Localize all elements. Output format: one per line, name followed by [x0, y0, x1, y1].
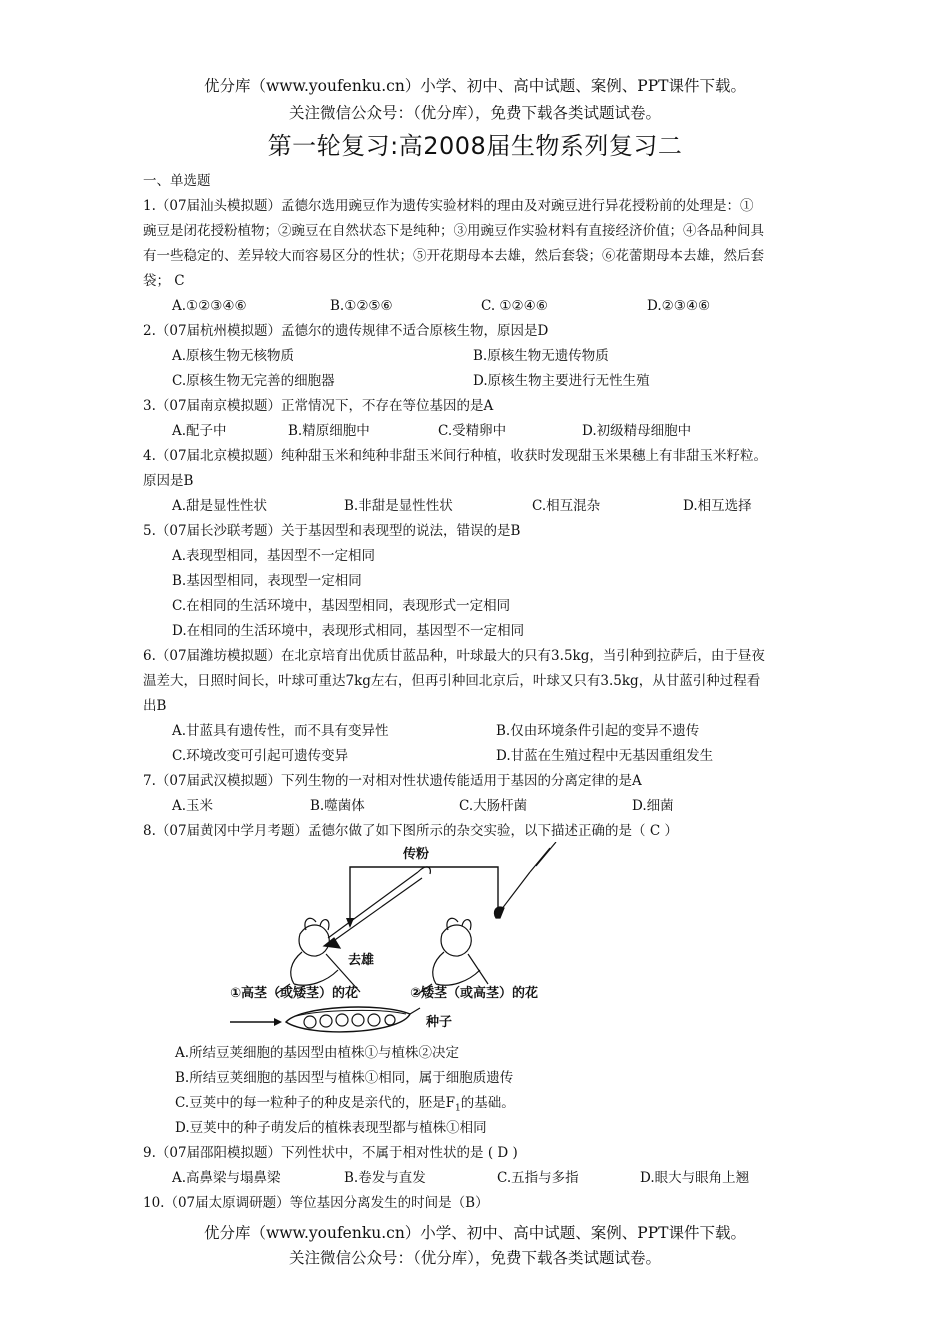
question-5-option-c: C.在相同的生活环境中，基因型相同，表现形式一定相同 [172, 598, 511, 614]
question-6-option-c: C.环境改变可引起可遗传变异 [172, 748, 349, 764]
question-1-line-2: 豌豆是闭花授粉植物；②豌豆在自然状态下是纯种；③用豌豆作实验材料有直接经济价值；④各品种间具 [143, 223, 764, 239]
header-line-1: 优分库（www.youfenku.cn）小学、初中、高中试题、案例、PPT课件下载。 [203, 77, 747, 95]
question-9-option-b: B.卷发与直发 [344, 1170, 426, 1186]
question-9-option-a: A.高鼻梁与塌鼻梁 [172, 1170, 281, 1186]
question-1-line-3: 有一些稳定的、差异较大而容易区分的性状；⑤开花期母本去雄，然后套袋；⑥花蕾期母本去雄，然后套 [143, 248, 764, 264]
question-7-option-d: D.细菌 [632, 798, 674, 814]
question-2-option-b: B.原核生物无遗传物质 [473, 348, 609, 364]
question-8-option-c-text: C.豆荚中的每一粒种子的种皮是亲代的，胚是F [175, 1095, 456, 1111]
flower-2-drawing [418, 842, 556, 994]
question-7-option-c: C.大肠杆菌 [459, 798, 528, 814]
figure-label-flower-2: ②矮茎（或高茎）的花 [410, 986, 539, 1001]
question-1-line-4: 袋； C [143, 273, 185, 289]
question-8-option-c [175, 1094, 515, 1118]
question-4-option-b: B.非甜是显性性状 [344, 498, 453, 514]
question-4-line-1: 4.（07届北京模拟题）纯种甜玉米和纯种非甜玉米间行种植，收获时发现甜玉米果穗上有非甜玉米籽粒。 [143, 448, 768, 464]
question-2-option-d: D.原核生物主要进行无性生殖 [473, 373, 650, 389]
figure-label-emasculate: 去雄 [348, 953, 375, 968]
page-title: 第一轮复习:高2008届生物系列复习二 [267, 132, 683, 160]
question-3-option-a: A.配子中 [172, 423, 227, 439]
question-3-option-c: C.受精卵中 [438, 423, 507, 439]
pea-cross-figure [230, 842, 570, 1038]
question-3-option-d: D.初级精母细胞中 [582, 423, 692, 439]
figure-label-flower-1: ①高茎（或矮茎）的花 [230, 986, 359, 1001]
figure-label-seed: 种子 [426, 1015, 453, 1030]
question-2-option-a: A.原核生物无核物质 [172, 348, 295, 364]
question-6-option-a: A.甘蓝具有遗传性，而不具有变异性 [172, 723, 389, 739]
question-8-option-c-tail: 的基础。 [460, 1095, 515, 1111]
question-7-line-1: 7.（07届武汉模拟题）下列生物的一对相对性状遗传能适用于基因的分离定律的是A [143, 773, 642, 789]
question-4-option-d: D.相互选择 [683, 498, 752, 514]
question-1-option-d: D.②③④⑥ [647, 298, 711, 314]
question-8-option-a: A.所结豆荚细胞的基因型由植株①与植株②决定 [175, 1045, 460, 1061]
question-6-line-2: 温差大，日照时间长，叶球可重达7kg左右，但再引种回北京后，叶球又只有3.5kg，从甘蓝引种过程看 [143, 673, 761, 689]
question-6-line-3: 出B [143, 698, 167, 714]
question-9-line-1: 9.（07届邵阳模拟题）下列性状中，不属于相对性状的是 ( D ) [143, 1145, 518, 1161]
section-heading: 一、单选题 [143, 173, 211, 189]
question-2-line-1: 2.（07届杭州模拟题）孟德尔的遗传规律不适合原核生物，原因是D [143, 323, 549, 339]
question-5-option-b: B.基因型相同，表现型一定相同 [172, 573, 362, 589]
question-3-line-1: 3.（07届南京模拟题）正常情况下，不存在等位基因的是A [143, 398, 494, 414]
header-line-2: 关注微信公众号：（优分库），免费下载各类试题试卷。 [288, 104, 661, 122]
question-4-option-c: C.相互混杂 [532, 498, 601, 514]
question-1-option-a: A.①②③④⑥ [172, 298, 247, 314]
question-6-line-1: 6.（07届潍坊模拟题）在北京培育出优质甘蓝品种，叶球最大的只有3.5kg，当引种到拉萨后，由于昼夜 [143, 648, 765, 664]
question-5-line-1: 5.（07届长沙联考题）关于基因型和表现型的说法，错误的是B [143, 523, 521, 539]
question-8-option-d: D.豆荚中的种子萌发后的植株表现型都与植株①相同 [175, 1120, 487, 1136]
question-6-option-b: B.仅由环境条件引起的变异不遗传 [496, 723, 700, 739]
question-1-option-b: B.①②⑤⑥ [330, 298, 393, 314]
question-8-option-b: B.所结豆荚细胞的基因型与植株①相同，属于细胞质遗传 [175, 1070, 514, 1086]
question-4-line-2: 原因是B [143, 473, 194, 489]
question-1-line-1: 1.（07届汕头模拟题）孟德尔选用豌豆作为遗传实验材料的理由及对豌豆进行异花授粉前的处理是：① [143, 198, 754, 214]
question-1-option-c: C. ①②④⑥ [481, 298, 548, 314]
question-8-line-1: 8.（07届黄冈中学月考题）孟德尔做了如下图所示的杂交实验，以下描述正确的是（ C ） [143, 823, 678, 839]
question-3-option-b: B.精原细胞中 [288, 423, 370, 439]
question-5-option-d: D.在相同的生活环境中，表现形式相同，基因型不一定相同 [172, 623, 525, 639]
question-7-option-a: A.玉米 [172, 798, 214, 814]
footer-line-1: 优分库（www.youfenku.cn）小学、初中、高中试题、案例、PPT课件下载。 [203, 1224, 747, 1242]
question-9-option-c: C.五指与多指 [497, 1170, 579, 1186]
footer-line-2: 关注微信公众号：（优分库），免费下载各类试题试卷。 [288, 1249, 661, 1267]
question-7-option-b: B.噬菌体 [310, 798, 365, 814]
pollination-arrow-line [350, 867, 498, 924]
question-10-line-1: 10.（07届太原调研题）等位基因分离发生的时间是（B） [143, 1195, 489, 1211]
question-2-option-c: C.原核生物无完善的细胞器 [172, 373, 335, 389]
question-9-option-d: D.眼大与眼角上翘 [640, 1170, 750, 1186]
flower-1-drawing [276, 867, 430, 994]
question-4-option-a: A.甜是显性性状 [172, 498, 268, 514]
question-8-option-c-subscript: 1 [455, 1103, 461, 1114]
figure-label-pollinate: 传粉 [403, 847, 430, 862]
question-6-option-d: D.甘蓝在生殖过程中无基因重组发生 [496, 748, 714, 764]
question-5-option-a: A.表现型相同，基因型不一定相同 [172, 548, 376, 564]
pea-pod-drawing [230, 1007, 420, 1032]
